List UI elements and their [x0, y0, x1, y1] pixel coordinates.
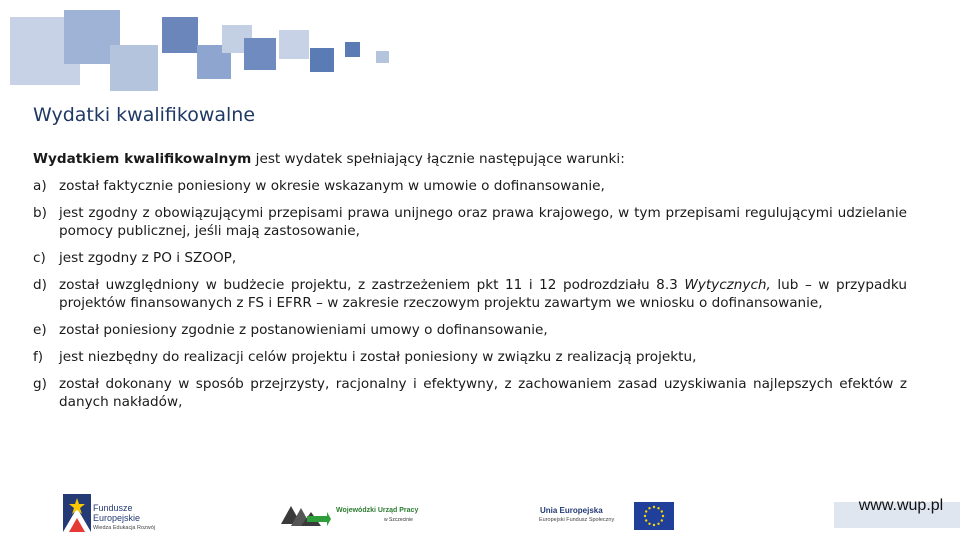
- list-text: został poniesiony zgodnie z postanowieniami umowy o dofinansowanie,: [59, 322, 548, 338]
- intro-rest: jest wydatek spełniający łącznie następujące warunki:: [251, 151, 625, 167]
- list-text: jest zgodny z PO i SZOOP,: [59, 250, 237, 266]
- wup-city: w Szczecinie: [384, 517, 413, 523]
- website-url[interactable]: www.wup.pl: [858, 497, 944, 514]
- list-letter: c): [33, 250, 46, 266]
- ue-name: Unia Europejska: [540, 506, 603, 515]
- slide-body: [33, 150, 907, 420]
- list-letter: f): [33, 349, 44, 365]
- list-item: [33, 249, 907, 267]
- list-text: jest niezbędny do realizacji celów projektu i został poniesiony w związku z realizacją projektu,: [59, 349, 697, 365]
- square: [279, 30, 309, 59]
- list-letter: d): [33, 277, 47, 293]
- square: [110, 45, 158, 91]
- list-text-part: lub – w przypadku projektów finansowanych z FS i EFRR – w zakresie rzeczowym projektu zawartym we wniosku o dofinansowanie,: [59, 277, 907, 311]
- wup-mark-icon: [281, 502, 331, 528]
- list-item: [33, 321, 907, 339]
- list-letter: a): [33, 178, 47, 194]
- intro-paragraph: [33, 150, 907, 168]
- fe-line2: Europejskie: [93, 513, 141, 523]
- list-item: [33, 177, 907, 195]
- fe-line3: Wiedza Edukacja Rozwój: [93, 525, 156, 531]
- fe-text: [93, 503, 155, 533]
- intro-bold: Wydatkiem kwalifikowalnym: [33, 151, 252, 167]
- fe-star-icon: [63, 494, 91, 532]
- square: [376, 51, 389, 63]
- list-text-italic: Wytycznych,: [684, 277, 771, 293]
- ue-fund: Europejski Fundusz Społeczny: [539, 517, 615, 523]
- list-item: [33, 375, 907, 411]
- square: [244, 38, 276, 70]
- list-item: [33, 348, 907, 366]
- list-item: [33, 204, 907, 240]
- list-text: jest zgodny z obowiązującymi przepisami prawa unijnego oraz prawa krajowego, w tym przepisami regulującymi udzielanie pomocy publicznej, jeśli mają zastosowanie,: [59, 205, 907, 239]
- list-item: [33, 276, 907, 312]
- fe-line1: Fundusze: [93, 503, 133, 513]
- eu-flag-icon: [634, 502, 674, 530]
- square: [162, 17, 198, 53]
- list-text-part: został uwzględniony w budżecie projektu, z zastrzeżeniem pkt 11 i 12 podrozdziału 8.3: [59, 277, 685, 293]
- slide-title: Wydatki kwalifikowalne: [33, 104, 256, 126]
- wup-name: Wojewódzki Urząd Pracy: [336, 507, 419, 514]
- list-letter: b): [33, 205, 47, 221]
- square: [310, 48, 334, 72]
- square: [345, 42, 360, 57]
- list-letter: e): [33, 322, 47, 338]
- list-letter: g): [33, 376, 47, 392]
- list-text: [59, 276, 907, 312]
- list-text: został faktycznie poniesiony w okresie wskazanym w umowie o dofinansowanie,: [59, 178, 605, 194]
- list-text: został dokonany w sposób przejrzysty, racjonalny i efektywny, z zachowaniem zasad uzyskiwania najlepszych efektów z danych nakładów,: [59, 376, 907, 410]
